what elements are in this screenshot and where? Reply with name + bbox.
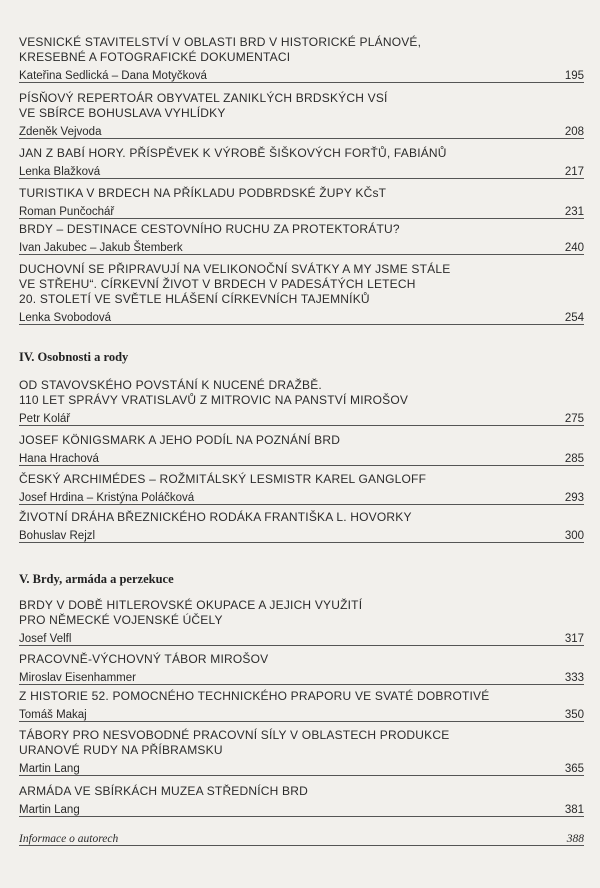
entry-title: BRDY V DOBĚ HITLEROVSKÉ OKUPACE A JEJICH VYUŽITÍ PRO NĚMECKÉ VOJENSKÉ ÚČELY — [19, 598, 363, 627]
toc-entry — [19, 598, 584, 646]
entry-title: TÁBORY PRO NESVOBODNÉ PRACOVNÍ SÍLY V OBLASTECH PRODUKCE URANOVÉ RUDY NA PŘÍBRAMSKU — [19, 728, 450, 757]
entry-title: OD STAVOVSKÉHO POVSTÁNÍ K NUCENÉ DRAŽBĚ. 110 LET SPRÁVY VRATISLAVŮ Z MITROVIC NA PANSTVÍ MIROŠOV — [19, 378, 409, 407]
entry-author-row — [19, 67, 584, 83]
toc-entry — [19, 222, 584, 255]
section-heading: V. Brdy, armáda a perzekuce — [19, 572, 174, 586]
entry-author-row — [19, 410, 584, 426]
entry-page-number: 208 — [564, 126, 584, 138]
toc-entry — [19, 146, 584, 179]
entry-author-row — [19, 527, 584, 543]
entry-author-row — [19, 450, 584, 466]
entry-title: PRACOVNĚ-VÝCHOVNÝ TÁBOR MIROŠOV — [19, 652, 269, 666]
entry-title: ČESKÝ ARCHIMÉDES – ROŽMITÁLSKÝ LESMISTR KAREL GANGLOFF — [19, 472, 427, 486]
entry-page-number: 275 — [564, 413, 584, 425]
toc-entry — [19, 784, 584, 817]
entry-author: Martin Lang — [19, 763, 563, 775]
entry-author: Hana Hrachová — [19, 453, 563, 465]
entry-page-number: 317 — [564, 633, 584, 645]
entry-author-row — [19, 630, 584, 646]
entry-author-row — [19, 801, 584, 817]
authors-info-label: Informace o autorech — [19, 833, 565, 845]
entry-page-number: 333 — [564, 672, 584, 684]
toc-entry — [19, 689, 584, 722]
entry-page-number: 217 — [564, 166, 584, 178]
toc-entry — [19, 35, 584, 83]
entry-author: Zdeněk Vejvoda — [19, 126, 563, 138]
entry-author-row — [19, 203, 584, 219]
entry-author: Martin Lang — [19, 804, 563, 816]
entry-page-number: 195 — [564, 70, 584, 82]
entry-page-number: 388 — [566, 833, 584, 845]
entry-page-number: 300 — [564, 530, 584, 542]
entry-author: Lenka Blažková — [19, 166, 563, 178]
entry-title: ŽIVOTNÍ DRÁHA BŘEZNICKÉHO RODÁKA FRANTIŠKA L. HOVORKY — [19, 510, 412, 524]
toc-entry — [19, 186, 584, 219]
toc-entry — [19, 652, 584, 685]
entry-title: PÍSŇOVÝ REPERTOÁR OBYVATEL ZANIKLÝCH BRDSKÝCH VSÍ VE SBÍRCE BOHUSLAVA VYHLÍDKY — [19, 91, 388, 120]
entry-author: Ivan Jakubec – Jakub Štemberk — [19, 242, 563, 254]
entry-author: Roman Punčochář — [19, 206, 563, 218]
entry-page-number: 240 — [564, 242, 584, 254]
entry-title: VESNICKÉ STAVITELSTVÍ V OBLASTI BRD V HISTORICKÉ PLÁNOVÉ, KRESEBNÉ A FOTOGRAFICKÉ DOKUMENTACI — [19, 35, 422, 64]
entry-author: Lenka Svobodová — [19, 312, 563, 324]
toc-entry — [19, 472, 584, 505]
toc-entry — [19, 91, 584, 139]
entry-author: Josef Velfl — [19, 633, 563, 645]
entry-page-number: 231 — [564, 206, 584, 218]
entry-author: Petr Kolář — [19, 413, 563, 425]
entry-page-number: 254 — [564, 312, 584, 324]
entry-author-row — [19, 489, 584, 505]
entry-page-number: 293 — [564, 492, 584, 504]
entry-page-number: 365 — [564, 763, 584, 775]
entry-author-row — [19, 123, 584, 139]
entry-page-number: 381 — [564, 804, 584, 816]
entry-author-row — [19, 706, 584, 722]
toc-entry — [19, 433, 584, 466]
entry-author-row — [19, 760, 584, 776]
entry-author-row — [19, 239, 584, 255]
entry-author: Bohuslav Rejzl — [19, 530, 563, 542]
toc-entry — [19, 262, 584, 325]
entry-title: Z HISTORIE 52. POMOCNÉHO TECHNICKÉHO PRAPORU VE SVATÉ DOBROTIVÉ — [19, 689, 490, 703]
entry-title: JOSEF KÖNIGSMARK A JEHO PODÍL NA POZNÁNÍ BRD — [19, 433, 341, 447]
entry-title: DUCHOVNÍ SE PŘIPRAVUJÍ NA VELIKONOČNÍ SVÁTKY A MY JSME STÁLE VE STŘEHU“. CÍRKEVNÍ ŽIVOT V BRDECH V PADESÁTÝCH LETECH 20. STOLETÍ VE SVĚTLE HLÁŠENÍ CÍRKEVNÍCH TAJEMNÍKŮ — [19, 262, 451, 306]
entry-author: Tomáš Makaj — [19, 709, 563, 721]
entry-author: Kateřina Sedlická – Dana Motyčková — [19, 70, 563, 82]
entry-author: Miroslav Eisenhammer — [19, 672, 563, 684]
toc-entry-authors-info — [19, 830, 584, 846]
entry-title: ARMÁDA VE SBÍRKÁCH MUZEA STŘEDNÍCH BRD — [19, 784, 308, 798]
entry-title: JAN Z BABÍ HORY. PŘÍSPĚVEK K VÝROBĚ ŠIŠKOVÝCH FORŤŮ, FABIÁNŮ — [19, 146, 447, 160]
toc-entry — [19, 378, 584, 426]
entry-title: BRDY – DESTINACE CESTOVNÍHO RUCHU ZA PROTEKTORÁTU? — [19, 222, 400, 236]
toc-entry — [19, 510, 584, 543]
section-heading: IV. Osobnosti a rody — [19, 350, 129, 364]
entry-page-number: 285 — [564, 453, 584, 465]
entry-title: TURISTIKA V BRDECH NA PŘÍKLADU PODBRDSKÉ ŽUPY KČsT — [19, 186, 387, 200]
entry-author-row — [19, 309, 584, 325]
toc-entry — [19, 728, 584, 776]
entry-author: Josef Hrdina – Kristýna Poláčková — [19, 492, 563, 504]
entry-author-row — [19, 669, 584, 685]
entry-author-row — [19, 163, 584, 179]
entry-page-number: 350 — [564, 709, 584, 721]
